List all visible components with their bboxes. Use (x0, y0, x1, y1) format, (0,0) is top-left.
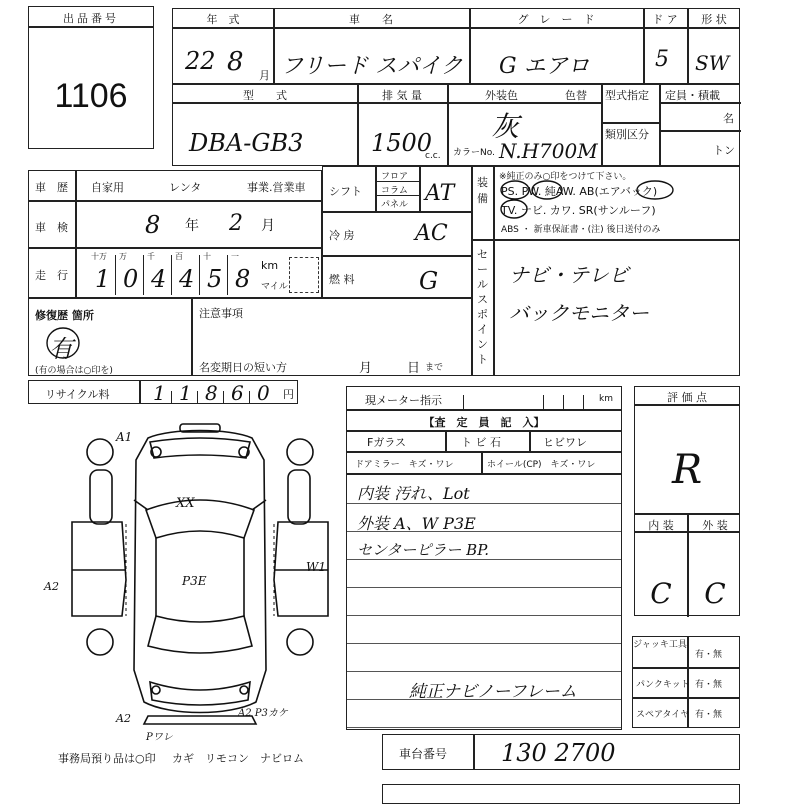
history-option-business: 事業.営業車 (247, 181, 306, 194)
inspector-note-2: 外装 A、W P3E (357, 514, 476, 533)
meter-unit: km (599, 394, 613, 404)
shaken-year-unit: 年 (185, 218, 199, 234)
inspector-tobiishi: ト ビ 石 (461, 436, 501, 449)
mark-right-side: W1 (306, 560, 326, 574)
tool-punctkit-label: パンクキット (636, 680, 690, 690)
inspector-note-3: センターピラー BP. (357, 541, 490, 559)
sales-line1: ナビ・テレビ (509, 263, 629, 287)
lot-number: 1106 (54, 77, 128, 115)
designation-label: 型式指定 (605, 89, 649, 102)
grade-value: G エアロ (499, 54, 590, 79)
history-label: 車 歴 (35, 181, 68, 194)
repair-label: 修復歴 箇所 (35, 309, 94, 322)
deadline-day: 日 (407, 361, 421, 376)
mark-roof: XX (176, 496, 195, 511)
deadline-until: まで (425, 363, 444, 373)
recycle-digit: 1 (179, 381, 192, 405)
inspector-note-1: 内装 汚れ、Lot (357, 484, 470, 503)
shift-label: シフト (329, 185, 362, 198)
recycle-table (28, 380, 298, 404)
chassis-label: 車台番号 (399, 747, 448, 761)
deadline-label: 名変期日の短い方 (199, 361, 287, 374)
chassis-value: 130 2700 (501, 739, 616, 767)
mileage-label: 走 行 (35, 269, 68, 282)
mileage-unit: 十 (203, 252, 211, 261)
inspector-table (346, 410, 622, 730)
inspector-title: 【査 定 員 記 入】 (423, 416, 545, 429)
shift-option-column: コラム (381, 186, 408, 196)
doors-label: ド ア (652, 13, 678, 26)
evaluation-table (634, 386, 740, 616)
repair-table (28, 298, 472, 376)
evaluation-score: R (671, 447, 703, 493)
shift-value: AT (425, 181, 455, 206)
cc-unit: c.c. (425, 151, 441, 161)
mile-label: マイル (261, 282, 288, 292)
shift-option-panel: パネル (381, 200, 409, 210)
class-label: 類別区分 (605, 128, 649, 141)
equipment-line2: TV. ナビ. カワ. SR(サンルーフ) (501, 204, 656, 217)
mileage-digit: 1 (95, 265, 111, 293)
color-no-label: カラーNo. (453, 148, 495, 158)
shaken-month: 2 (229, 211, 243, 236)
tool-spare-label: スペアタイヤ (636, 710, 690, 720)
color-value: 灰 (491, 110, 520, 143)
bottom-table (382, 784, 740, 804)
tool-spare-value: 有・無 (695, 710, 723, 720)
inspector-hibiware: ヒビワレ (543, 436, 587, 449)
mark-bottom: Pワレ (146, 732, 173, 743)
shaken-label: 車 検 (35, 221, 68, 234)
history-option-private: 自家用 (91, 181, 124, 194)
equipment-line3: ABS ・ 新車保証書・(注) 後日送付のみ (501, 225, 661, 235)
color-no-value: N.H700M (499, 139, 598, 163)
repair-note: (有の場合は○印を) (35, 366, 113, 376)
recycle-digit: 8 (205, 381, 218, 405)
grade-label: グ レ ー ド (517, 13, 595, 26)
month-value: 8 (227, 47, 244, 77)
km-label: km (261, 259, 279, 272)
color-label: 外装色 (485, 89, 518, 102)
interior-score: C (650, 577, 672, 610)
displacement-label: 排 気 量 (382, 89, 422, 102)
mileage-digit: 4 (179, 265, 195, 293)
shift-option-floor: フロア (381, 172, 409, 182)
caution-label: 注意事項 (199, 307, 243, 320)
equipment-note: ※純正のみ○印をつけて下さい。 (499, 172, 632, 182)
mileage-unit: 万 (119, 252, 127, 261)
mileage-digit: 5 (207, 265, 223, 293)
year-value: 22 (185, 47, 216, 75)
mileage-digit: 0 (123, 265, 139, 293)
color-change-label: 色替 (565, 89, 587, 102)
capacity-label: 定員・積載 (665, 89, 720, 102)
vehicle-value: フリード スパイク (281, 54, 463, 79)
tool-jack-label: ジャッキ工具 (633, 640, 687, 650)
mark-bottom-left: A2 (116, 712, 131, 725)
inspector-fglass: Fガラス (367, 436, 406, 449)
header-table (172, 8, 740, 84)
chassis-table (382, 734, 740, 770)
mileage-unit: 一 (231, 252, 239, 261)
repair-circle (45, 325, 85, 365)
deadline-month: 月 (359, 361, 373, 376)
recycle-label: リサイクル料 (45, 388, 110, 401)
inspector-doormirror: ドアミラー キズ・ワレ (355, 460, 454, 470)
model-label: 型 式 (243, 89, 287, 102)
mileage-unit: 千 (147, 252, 155, 261)
vehicle-label: 車 名 (349, 13, 393, 26)
body-value: SW (695, 51, 730, 75)
body-label: 形 状 (701, 13, 727, 26)
recycle-digit: 6 (231, 381, 244, 405)
sales-side-label: セールスポイント (477, 248, 488, 366)
equipment-circles (473, 167, 741, 239)
model-table (172, 84, 740, 166)
lot-label: 出品番号 (63, 12, 119, 25)
interior-label: 内 装 (648, 519, 674, 532)
inspector-remark: 純正ナビノーフレーム (409, 682, 577, 702)
exterior-score: C (704, 577, 726, 610)
equipment-line1: PS. PW. 純AW. AB(エアバック) (501, 185, 658, 198)
mileage-digit: 4 (151, 265, 167, 293)
mileage-digit: 8 (235, 265, 251, 293)
exterior-label: 外 装 (702, 519, 728, 532)
mark-bottom-right: A2 P3カケ (238, 708, 288, 719)
tons-unit: トン (713, 144, 735, 157)
mark-left-rear: A2 (44, 580, 59, 593)
meter-label: 現メーター指示 (365, 394, 442, 407)
history-option-rental: レンタ (169, 181, 202, 194)
tool-punctkit-value: 有・無 (695, 680, 723, 690)
mileage-unit: 百 (175, 252, 183, 261)
month-unit: 月 (259, 69, 270, 82)
lot-number-box (28, 6, 154, 149)
mark-front-top: A1 (116, 430, 133, 444)
model-value: DBA-GB3 (189, 129, 304, 157)
inspector-wheel: ホイール(CP) キズ・ワレ (487, 460, 596, 470)
fuel-label: 燃 料 (329, 273, 355, 286)
mile-checkbox[interactable] (289, 257, 319, 293)
accessories-label: 事務局預り品は○印 (58, 752, 156, 765)
mark-center: P3E (182, 574, 207, 588)
meter-table (346, 386, 622, 410)
displacement-value: 1500 (371, 129, 433, 157)
recycle-unit: 円 (283, 388, 294, 401)
shift-table (322, 166, 472, 298)
ac-label: 冷 房 (329, 229, 355, 242)
persons-unit: 名 (723, 112, 734, 125)
repair-value: 有 (49, 335, 73, 363)
evaluation-label: 評 価 点 (667, 391, 707, 404)
mileage-unit: 十万 (91, 252, 107, 261)
tool-jack-value: 有・無 (695, 650, 723, 660)
sales-line2: バックモニター (509, 301, 649, 325)
accessories-items: カギ リモコン ナビロム (172, 752, 304, 765)
shaken-month-unit: 月 (261, 218, 275, 234)
doors-value: 5 (655, 47, 669, 72)
history-table (28, 170, 322, 298)
recycle-digit: 0 (257, 381, 270, 405)
fuel-value: G (419, 267, 439, 295)
equipment-side-label: 装備 (477, 176, 488, 205)
shaken-year: 8 (145, 211, 161, 239)
tools-table (632, 636, 740, 728)
recycle-digit: 1 (153, 381, 166, 405)
ac-value: AC (415, 221, 448, 246)
year-label: 年 式 (206, 13, 240, 26)
equipment-table (472, 166, 740, 376)
